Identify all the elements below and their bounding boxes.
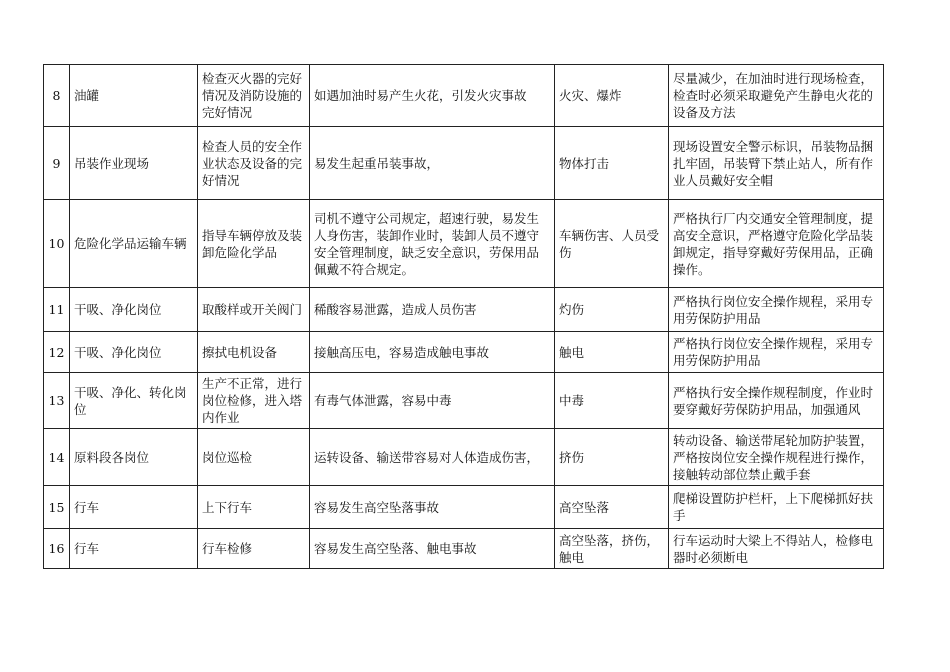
hazard-cell: 容易发生高空坠落、触电事故 (310, 529, 555, 569)
location-cell: 干吸、净化、转化岗位 (70, 373, 198, 429)
consequence-cell: 高空坠落，挤伤，触电 (555, 529, 669, 569)
row-number: 16 (44, 529, 70, 569)
hazard-cell: 如遇加油时易产生火花，引发火灾事故 (310, 65, 555, 127)
consequence-cell: 车辆伤害、人员受伤 (555, 200, 669, 288)
row-number: 12 (44, 332, 70, 373)
activity-cell: 检查人员的安全作业状态及设备的完好情况 (198, 127, 310, 200)
hazard-cell: 司机不遵守公司规定，超速行驶，易发生人身伤害，装卸作业时，装卸人员不遵守安全管理制度，缺乏安全意识，劳保用品佩戴不符合规定。 (310, 200, 555, 288)
row-number: 13 (44, 373, 70, 429)
row-number: 15 (44, 486, 70, 529)
consequence-cell: 火灾、爆炸 (555, 65, 669, 127)
activity-cell: 岗位巡检 (198, 429, 310, 486)
location-cell: 油罐 (70, 65, 198, 127)
activity-cell: 检查灭火器的完好情况及消防设施的完好情况 (198, 65, 310, 127)
location-cell: 危险化学品运输车辆 (70, 200, 198, 288)
measure-cell: 行车运动时大梁上不得站人，检修电器时必须断电 (669, 529, 884, 569)
table-row (44, 429, 884, 486)
hazard-cell: 接触高压电，容易造成触电事故 (310, 332, 555, 373)
measure-cell: 爬梯设置防护栏杆，上下爬梯抓好扶手 (669, 486, 884, 529)
measure-cell: 严格执行厂内交通安全管理制度，提高安全意识，严格遵守危险化学品装卸规定，指导穿戴好劳保用品，正确操作。 (669, 200, 884, 288)
activity-cell: 行车检修 (198, 529, 310, 569)
hazard-cell: 容易发生高空坠落事故 (310, 486, 555, 529)
location-cell: 干吸、净化岗位 (70, 332, 198, 373)
row-number: 11 (44, 288, 70, 332)
measure-cell: 现场设置安全警示标识，吊装物品捆扎牢固，吊装臂下禁止站人，所有作业人员戴好安全帽 (669, 127, 884, 200)
hazard-cell: 稀酸容易泄露，造成人员伤害 (310, 288, 555, 332)
measure-cell: 尽量减少，在加油时进行现场检查，检查时必须采取避免产生静电火花的设备及方法 (669, 65, 884, 127)
activity-cell: 擦拭电机设备 (198, 332, 310, 373)
measure-cell: 严格执行岗位安全操作规程，采用专用劳保防护用品 (669, 332, 884, 373)
row-number: 10 (44, 200, 70, 288)
consequence-cell: 物体打击 (555, 127, 669, 200)
table-row (44, 486, 884, 529)
location-cell: 吊装作业现场 (70, 127, 198, 200)
table-row (44, 373, 884, 429)
measure-cell: 严格执行安全操作规程制度，作业时要穿戴好劳保防护用品，加强通风 (669, 373, 884, 429)
table-row (44, 65, 884, 127)
hazard-cell: 有毒气体泄露，容易中毒 (310, 373, 555, 429)
table-row (44, 288, 884, 332)
activity-cell: 上下行车 (198, 486, 310, 529)
location-cell: 原料段各岗位 (70, 429, 198, 486)
consequence-cell: 触电 (555, 332, 669, 373)
table-row (44, 127, 884, 200)
location-cell: 干吸、净化岗位 (70, 288, 198, 332)
row-number: 8 (44, 65, 70, 127)
row-number: 9 (44, 127, 70, 200)
consequence-cell: 灼伤 (555, 288, 669, 332)
location-cell: 行车 (70, 529, 198, 569)
activity-cell: 取酸样或开关阀门 (198, 288, 310, 332)
table-row (44, 529, 884, 569)
hazard-cell: 运转设备、输送带容易对人体造成伤害， (310, 429, 555, 486)
consequence-cell: 高空坠落 (555, 486, 669, 529)
activity-cell: 生产不正常，进行岗位检修，进入塔内作业 (198, 373, 310, 429)
table-row (44, 332, 884, 373)
consequence-cell: 挤伤 (555, 429, 669, 486)
hazard-cell: 易发生起重吊装事故， (310, 127, 555, 200)
measure-cell: 转动设备、输送带尾轮加防护装置，严格按岗位安全操作规程进行操作，接触转动部位禁止戴手套 (669, 429, 884, 486)
row-number: 14 (44, 429, 70, 486)
hazard-table (43, 64, 884, 569)
measure-cell: 严格执行岗位安全操作规程，采用专用劳保防护用品 (669, 288, 884, 332)
consequence-cell: 中毒 (555, 373, 669, 429)
activity-cell: 指导车辆停放及装卸危险化学品 (198, 200, 310, 288)
location-cell: 行车 (70, 486, 198, 529)
table-row (44, 200, 884, 288)
